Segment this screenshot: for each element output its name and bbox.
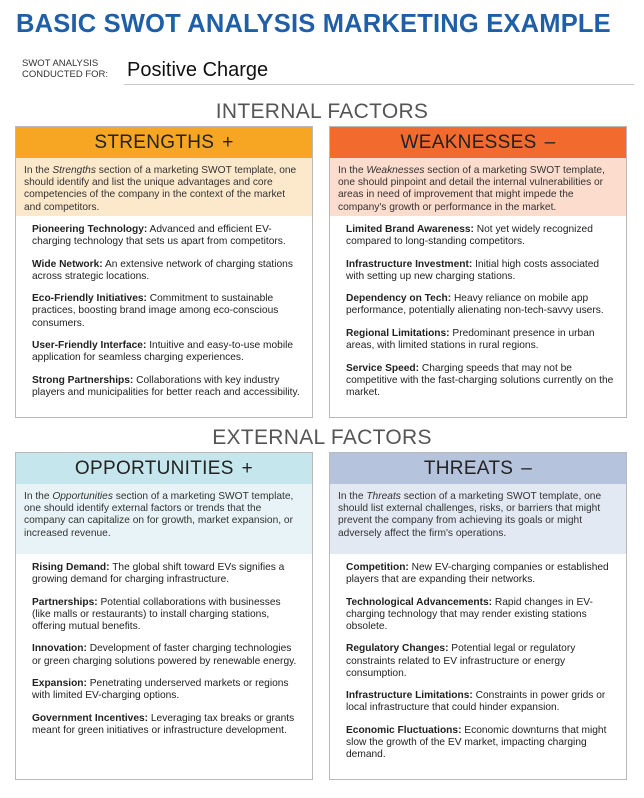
plus-icon: + <box>241 457 254 479</box>
list-item: Wide Network: An extensive network of charging stations across strategic locations. <box>32 258 293 282</box>
list-item: Infrastructure Investment: Initial high costs associated with setting up new charging stations. <box>346 258 600 282</box>
threats-label: THREATS <box>423 457 514 479</box>
strengths-description: In the Strengths section of a marketing SWOT template, one should identify and list the unique advantages and core competencies of the company in the context of the market and competitors. <box>16 158 312 216</box>
list-item: Regulatory Changes: Potential legal or regulatory constraints related to EV infrastructure or energy consumption. <box>346 643 576 679</box>
opportunities-label: OPPORTUNITIES <box>74 457 234 479</box>
external-factors-heading: EXTERNAL FACTORS <box>212 426 432 449</box>
internal-factors-heading: INTERNAL FACTORS <box>215 100 429 123</box>
list-item: User-Friendly Interface: Intuitive and easy-to-use mobile application for seamless charging experiences. <box>32 340 294 364</box>
opportunities-description: In the Opportunities section of a marketing SWOT template, one should identify external factors or trends that the company can capitalize on for growth, market expansion, or increased revenue. <box>16 484 312 554</box>
strengths-header <box>16 127 312 158</box>
list-item: Limited Brand Awareness: Not yet widely recognized compared to long-standing competitors. <box>346 224 593 248</box>
weaknesses-header <box>330 127 626 158</box>
strengths-list <box>16 216 312 399</box>
minus-icon: – <box>521 457 533 479</box>
opportunities-header <box>16 453 312 484</box>
list-item: Government Incentives: Leveraging tax breaks or grants meant for green initiatives or infrastructure development. <box>32 712 295 736</box>
list-item: Pioneering Technology: Advanced and efficient EV-charging technology that sets us apart from competitors. <box>32 224 286 248</box>
list-item: Strong Partnerships: Collaborations with key industry players and municipalities for better reach and accessibility. <box>32 374 300 398</box>
list-item: Dependency on Tech: Heavy reliance on mobile app performance, potentially alienating non-tech-savvy users. <box>346 293 604 317</box>
opportunities-quadrant <box>15 452 313 780</box>
opportunities-list <box>16 554 312 737</box>
weaknesses-label: WEAKNESSES <box>400 131 537 153</box>
list-item: Technological Advancements: Rapid changes in EV-charging technology that may render existing stations obsolete. <box>346 596 593 632</box>
weaknesses-list <box>330 216 626 399</box>
threats-quadrant <box>329 452 627 780</box>
list-item: Economic Fluctuations: Economic downturns that might slow the growth of the EV market, impacting charging demand. <box>346 724 607 761</box>
weaknesses-quadrant <box>329 126 627 418</box>
minus-icon: – <box>544 131 556 153</box>
company-name: Positive Charge <box>127 59 269 81</box>
strengths-quadrant <box>15 126 313 418</box>
weaknesses-description: In the Weaknesses section of a marketing SWOT template, one should pinpoint and detail the internal vulnerabilities or areas in need of improvement that might impede the company's growth or performance in the market. <box>330 158 626 216</box>
strengths-label: STRENGTHS <box>94 131 215 153</box>
list-item: Regional Limitations: Predominant presence in urban areas, with limited stations in rural regions. <box>346 328 595 352</box>
list-item: Competition: New EV-charging companies or established players that are expanding their networks. <box>346 562 609 586</box>
document-title: BASIC SWOT ANALYSIS MARKETING EXAMPLE <box>16 10 611 38</box>
list-item: Partnerships: Potential collaborations with businesses (like malls or restaurants) to install charging stations, offering mutual benefits. <box>32 596 281 632</box>
list-item: Infrastructure Limitations: Constraints in power grids or local infrastructure that could hinder expansion. <box>346 690 606 714</box>
list-item: Rising Demand: The global shift toward EVs signifies a growing demand for charging infrastructure. <box>32 562 285 586</box>
threats-header <box>330 453 626 484</box>
list-item: Innovation: Development of faster charging technologies or green charging solutions powered by renewable energy. <box>32 643 297 667</box>
company-underline <box>124 84 634 85</box>
list-item: Service Speed: Charging speeds that may not be competitive with the fast-charging solutions currently on the market. <box>346 362 614 398</box>
threats-list <box>330 554 626 761</box>
list-item: Eco-Friendly Initiatives: Commitment to sustainable practices, boosting brand image among eco-conscious consumers. <box>32 293 279 329</box>
conducted-for-label: SWOT ANALYSIS CONDUCTED FOR: <box>22 58 109 80</box>
list-item: Expansion: Penetrating underserved markets or regions with limited EV-charging options. <box>32 678 289 702</box>
plus-icon: + <box>222 131 234 153</box>
threats-description: In the Threats section of a marketing SWOT template, one should list external challenges, risks, or barriers that might prevent the company from achieving its goals or might adversely affect the firm's operations. <box>330 484 626 554</box>
